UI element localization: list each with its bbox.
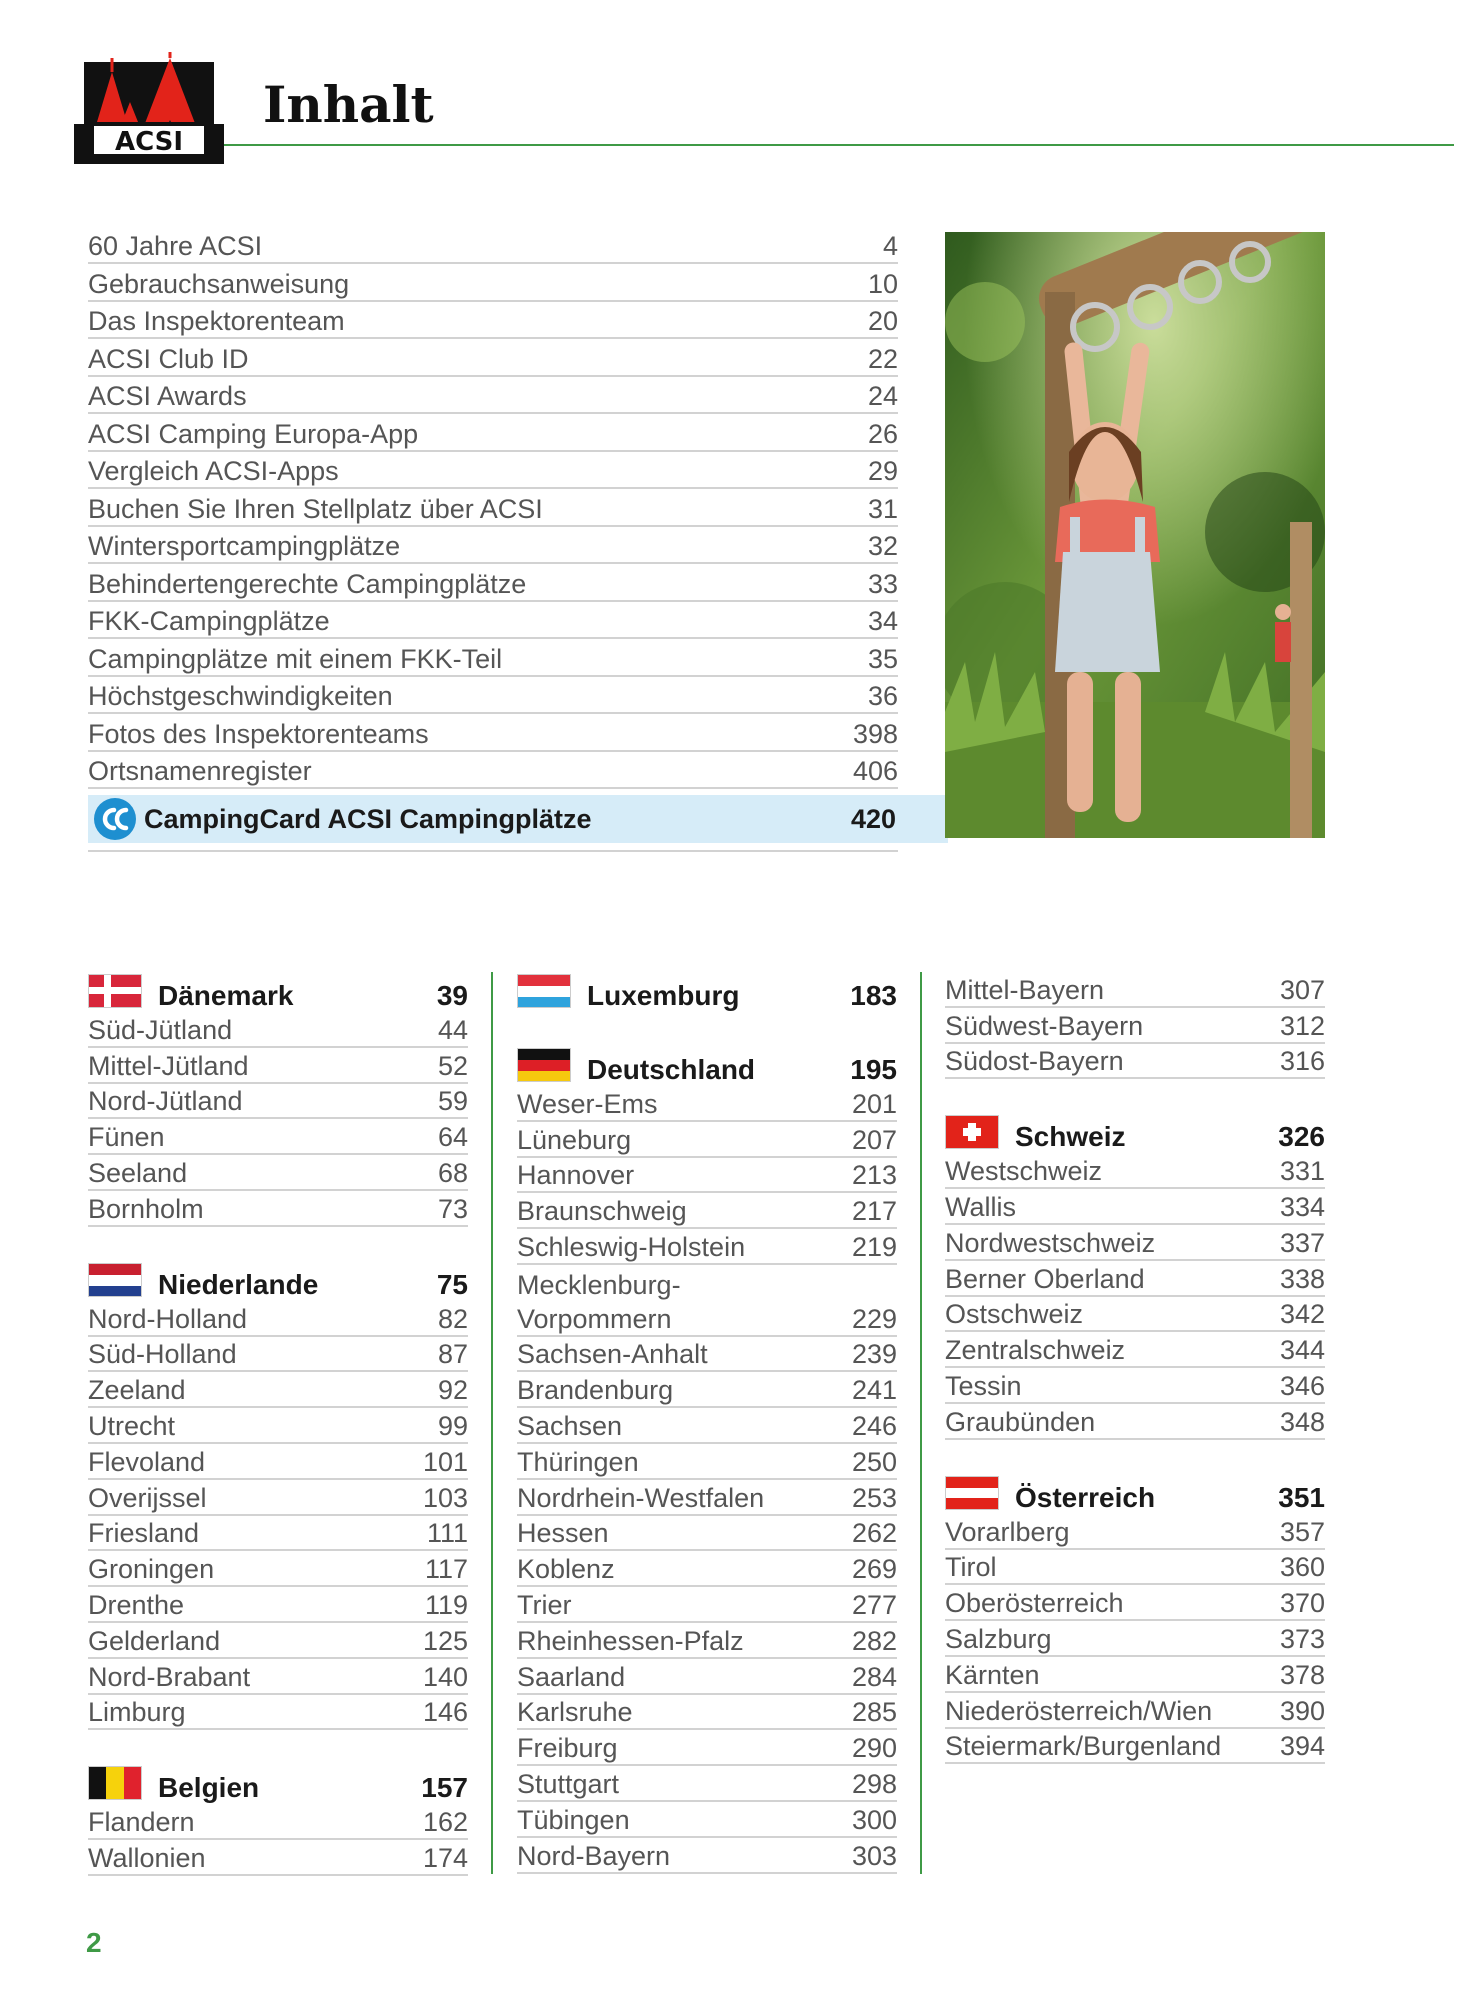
campingcard-row[interactable] xyxy=(88,795,948,843)
region-row[interactable] xyxy=(517,1337,897,1373)
region-row[interactable] xyxy=(88,1551,468,1587)
campingcard-page: 420 xyxy=(850,803,896,834)
region-label: Tessin xyxy=(945,1370,1022,1401)
acsi-logo xyxy=(74,52,224,180)
region-row[interactable] xyxy=(88,1048,468,1084)
region-page: 334 xyxy=(1279,1191,1325,1222)
region-label: Trier xyxy=(517,1589,572,1620)
region-label: Freiburg xyxy=(517,1733,618,1764)
country-section xyxy=(88,1764,468,1876)
region-row[interactable] xyxy=(88,1119,468,1155)
region-row[interactable] xyxy=(945,1225,1325,1261)
region-page: 316 xyxy=(1279,1046,1325,1077)
region-label: Mittel-Jütland xyxy=(88,1050,249,1081)
region-row[interactable] xyxy=(88,1084,468,1120)
section-gap xyxy=(945,1440,1325,1474)
column-divider xyxy=(920,972,922,1874)
region-page: 338 xyxy=(1279,1263,1325,1294)
region-label: Tirol xyxy=(945,1552,997,1583)
region-row[interactable] xyxy=(88,1155,468,1191)
country-heading[interactable] xyxy=(88,1261,468,1301)
divider xyxy=(88,850,898,852)
region-page: 217 xyxy=(851,1196,897,1227)
page-number: 2 xyxy=(86,1927,102,1958)
flag-denmark-icon xyxy=(88,974,142,1008)
region-row[interactable] xyxy=(88,1623,468,1659)
region-label: Nordrhein-Westfalen xyxy=(517,1482,765,1513)
region-page: 44 xyxy=(437,1014,468,1045)
region-column-2 xyxy=(517,972,897,1874)
region-row[interactable] xyxy=(88,1408,468,1444)
region-page: 87 xyxy=(437,1339,468,1370)
country-section xyxy=(517,1046,897,1874)
region-page: 229 xyxy=(851,1303,897,1334)
region-page: 73 xyxy=(437,1193,468,1224)
region-label: Süd-Holland xyxy=(88,1339,237,1370)
country-heading[interactable] xyxy=(945,1474,1325,1514)
country-heading[interactable] xyxy=(88,1764,468,1804)
campingcard-label: CampingCard ACSI Campingplätze xyxy=(144,803,592,834)
toc-label: Gebrauchsanweisung xyxy=(88,268,350,299)
toc-page: 4 xyxy=(882,231,898,261)
region-column-3 xyxy=(945,972,1325,1764)
region-label: Süd-Jütland xyxy=(88,1014,233,1045)
toc-label: Buchen Sie Ihren Stellplatz über ACSI xyxy=(88,493,543,524)
region-label: Vorarlberg xyxy=(945,1516,1070,1547)
region-column-1 xyxy=(88,972,468,1876)
country-page: 75 xyxy=(436,1268,468,1300)
country-name: Österreich xyxy=(1015,1481,1156,1513)
country-name: Niederlande xyxy=(158,1268,319,1300)
region-page: 303 xyxy=(851,1840,897,1871)
toc-page: 31 xyxy=(867,493,898,524)
country-name: Schweiz xyxy=(1015,1121,1126,1153)
section-gap xyxy=(88,1730,468,1764)
region-row[interactable] xyxy=(945,1729,1325,1765)
region-page: 290 xyxy=(851,1733,897,1764)
region-row[interactable] xyxy=(88,1516,468,1552)
region-page: 82 xyxy=(437,1303,468,1334)
region-label: Nord-Holland xyxy=(88,1303,248,1334)
region-label: Drenthe xyxy=(88,1589,185,1620)
region-row[interactable] xyxy=(517,1659,897,1695)
region-row[interactable] xyxy=(517,1766,897,1802)
region-row[interactable] xyxy=(517,1516,897,1552)
toc-label: Wintersportcampingplätze xyxy=(88,531,401,561)
region-page: 52 xyxy=(437,1050,468,1081)
flag-switzerland-icon xyxy=(945,1115,999,1149)
region-label: Schleswig-Holstein xyxy=(517,1231,746,1262)
region-row[interactable] xyxy=(517,1623,897,1659)
country-section xyxy=(88,1261,468,1731)
column-divider xyxy=(491,972,493,1874)
region-row[interactable] xyxy=(517,1587,897,1623)
region-label: Zentralschweiz xyxy=(945,1335,1126,1366)
toc-row[interactable] xyxy=(88,341,898,377)
region-label: Berner Oberland xyxy=(945,1263,1145,1294)
region-page: 59 xyxy=(437,1086,468,1117)
region-label: Lüneburg xyxy=(517,1124,632,1155)
region-row[interactable] xyxy=(945,1153,1325,1189)
region-page: 64 xyxy=(437,1122,468,1153)
region-page: 357 xyxy=(1279,1516,1325,1547)
campingcard-icon xyxy=(92,797,138,841)
region-page: 119 xyxy=(424,1589,468,1620)
region-page: 101 xyxy=(422,1446,468,1477)
region-row[interactable] xyxy=(945,1261,1325,1297)
region-page: 239 xyxy=(851,1339,897,1370)
region-page: 307 xyxy=(1279,974,1325,1005)
region-row[interactable] xyxy=(88,1372,468,1408)
region-row[interactable] xyxy=(88,1804,468,1840)
region-page: 103 xyxy=(422,1482,468,1513)
region-label: Brandenburg xyxy=(517,1375,674,1406)
region-label: Graubünden xyxy=(945,1406,1096,1437)
toc-row[interactable] xyxy=(88,753,898,789)
region-row[interactable] xyxy=(945,1550,1325,1586)
region-label: Flevoland xyxy=(88,1446,206,1477)
country-page: 157 xyxy=(421,1772,468,1804)
flag-austria-icon xyxy=(945,1476,999,1510)
region-page: 253 xyxy=(851,1482,897,1513)
region-label: Oberösterreich xyxy=(945,1588,1124,1619)
region-row[interactable] xyxy=(517,1193,897,1229)
region-row[interactable] xyxy=(945,1368,1325,1404)
region-label: Bornholm xyxy=(88,1193,204,1224)
toc-row[interactable] xyxy=(88,491,898,527)
region-row[interactable] xyxy=(517,1265,897,1301)
region-page: 201 xyxy=(851,1088,897,1119)
region-page: 269 xyxy=(851,1554,897,1585)
toc-page: 29 xyxy=(867,456,898,486)
region-row[interactable] xyxy=(517,1444,897,1480)
region-row[interactable] xyxy=(945,1008,1325,1044)
region-label: Westschweiz xyxy=(945,1156,1103,1187)
region-row[interactable] xyxy=(945,1585,1325,1621)
region-row[interactable] xyxy=(517,1372,897,1408)
toc-row[interactable] xyxy=(88,641,898,677)
region-row[interactable] xyxy=(517,1158,897,1194)
region-page: 394 xyxy=(1279,1731,1325,1762)
region-label: Sachsen xyxy=(517,1410,623,1441)
toc-row[interactable] xyxy=(88,378,898,414)
region-row[interactable] xyxy=(517,1408,897,1444)
region-label: Niederösterreich/Wien xyxy=(945,1695,1213,1726)
region-label: Koblenz xyxy=(517,1554,615,1585)
region-label: Tübingen xyxy=(517,1804,630,1835)
region-label: Mecklenburg- xyxy=(517,1269,681,1300)
region-label: Wallonien xyxy=(88,1842,206,1873)
region-row[interactable] xyxy=(517,1695,897,1731)
country-heading[interactable] xyxy=(945,1113,1325,1153)
toc-page: 26 xyxy=(867,418,898,449)
toc-page: 22 xyxy=(867,343,898,374)
region-label: Rheinhessen-Pfalz xyxy=(517,1625,744,1656)
country-page: 326 xyxy=(1278,1121,1325,1153)
toc-row[interactable] xyxy=(88,303,898,339)
region-page: 360 xyxy=(1279,1552,1325,1583)
photo-girl-climbing xyxy=(945,232,1325,838)
region-page: 140 xyxy=(422,1661,468,1692)
region-page: 246 xyxy=(851,1410,897,1441)
country-name: Belgien xyxy=(158,1772,260,1804)
region-label: Fünen xyxy=(88,1122,165,1153)
region-row[interactable] xyxy=(88,1301,468,1337)
region-label: Limburg xyxy=(88,1697,186,1728)
region-label: Sachsen-Anhalt xyxy=(517,1339,708,1370)
toc-label: Behindertengerechte Campingplätze xyxy=(88,568,527,599)
toc-label: Höchstgeschwindigkeiten xyxy=(88,681,393,711)
region-page: 348 xyxy=(1279,1406,1325,1437)
toc-label: ACSI Camping Europa-App xyxy=(88,418,419,449)
region-row[interactable] xyxy=(945,1514,1325,1550)
country-name: Dänemark xyxy=(158,980,294,1011)
region-label: Overijssel xyxy=(88,1482,207,1513)
region-page: 370 xyxy=(1279,1588,1325,1619)
toc-page: 35 xyxy=(867,643,898,674)
region-row[interactable] xyxy=(945,1693,1325,1729)
region-page: 219 xyxy=(851,1231,897,1262)
country-name: Deutschland xyxy=(587,1054,756,1085)
region-label: Stuttgart xyxy=(517,1768,620,1799)
region-row[interactable] xyxy=(88,1695,468,1731)
region-row[interactable] xyxy=(88,1444,468,1480)
region-label: Vorpommern xyxy=(517,1303,672,1334)
region-row[interactable] xyxy=(517,1122,897,1158)
region-page: 146 xyxy=(422,1697,468,1728)
country-page: 39 xyxy=(436,980,468,1011)
region-page: 111 xyxy=(426,1518,468,1549)
region-label: Südwest-Bayern xyxy=(945,1010,1144,1041)
region-page: 68 xyxy=(437,1157,468,1188)
region-label: Ostschweiz xyxy=(945,1299,1084,1330)
region-row[interactable] xyxy=(517,1229,897,1265)
region-page: 285 xyxy=(851,1697,897,1728)
region-page: 378 xyxy=(1279,1659,1325,1690)
toc-page: 398 xyxy=(852,718,898,749)
region-row[interactable] xyxy=(517,1301,897,1337)
region-row[interactable] xyxy=(945,1404,1325,1440)
region-label: Nord-Brabant xyxy=(88,1661,251,1692)
toc-label: 60 Jahre ACSI xyxy=(88,231,263,261)
region-label: Kärnten xyxy=(945,1659,1040,1690)
logo-text: ACSI xyxy=(114,127,184,157)
region-row[interactable] xyxy=(88,1191,468,1227)
country-section xyxy=(945,1113,1325,1439)
country-section xyxy=(88,972,468,1227)
toc-row[interactable] xyxy=(88,716,898,752)
country-page: 183 xyxy=(850,980,897,1011)
region-page: 282 xyxy=(851,1625,897,1656)
region-row[interactable] xyxy=(517,1838,897,1874)
toc-label: Das Inspektorenteam xyxy=(88,306,345,336)
region-row[interactable] xyxy=(945,1657,1325,1693)
region-page: 174 xyxy=(422,1842,468,1873)
region-page: 162 xyxy=(422,1807,468,1838)
region-page: 300 xyxy=(851,1804,897,1835)
region-row[interactable] xyxy=(88,1480,468,1516)
region-page: 284 xyxy=(851,1661,897,1692)
toc-page: 34 xyxy=(867,606,898,636)
region-row[interactable] xyxy=(517,1551,897,1587)
flag-luxembourg-icon xyxy=(517,974,571,1008)
region-label: Nord-Bayern xyxy=(517,1840,671,1871)
region-page: 125 xyxy=(422,1625,468,1656)
flag-belgium-icon xyxy=(88,1766,142,1800)
region-label: Gelderland xyxy=(88,1625,221,1656)
region-page: 337 xyxy=(1279,1227,1325,1258)
region-label: Südost-Bayern xyxy=(945,1046,1124,1077)
page-title: Inhalt xyxy=(263,75,434,134)
region-row[interactable] xyxy=(945,1044,1325,1080)
region-page: 117 xyxy=(424,1554,468,1585)
region-row[interactable] xyxy=(88,1587,468,1623)
region-page: 250 xyxy=(851,1446,897,1477)
region-label: Nord-Jütland xyxy=(88,1086,243,1117)
toc-row[interactable] xyxy=(88,678,898,714)
region-label: Friesland xyxy=(88,1518,200,1549)
region-page: 241 xyxy=(851,1375,897,1406)
region-row[interactable] xyxy=(945,1332,1325,1368)
region-page: 373 xyxy=(1279,1623,1325,1654)
country-section xyxy=(517,972,897,1012)
toc-label: FKK-Campingplätze xyxy=(88,606,330,636)
country-heading[interactable] xyxy=(88,972,468,1012)
toc-label: ACSI Club ID xyxy=(88,343,249,374)
country-heading[interactable] xyxy=(517,972,897,1012)
region-label: Braunschweig xyxy=(517,1196,687,1227)
toc-page: 32 xyxy=(867,531,898,561)
region-label: Utrecht xyxy=(88,1410,176,1441)
section-gap xyxy=(517,1012,897,1046)
region-page: 390 xyxy=(1279,1695,1325,1726)
region-label: Karlsruhe xyxy=(517,1697,633,1728)
region-row[interactable] xyxy=(945,1297,1325,1333)
region-page: 331 xyxy=(1279,1156,1325,1187)
region-page: 298 xyxy=(851,1768,897,1799)
region-row[interactable] xyxy=(517,1802,897,1838)
region-label: Flandern xyxy=(88,1807,195,1838)
region-row[interactable] xyxy=(945,972,1325,1008)
toc-row[interactable] xyxy=(88,266,898,302)
region-page: 312 xyxy=(1279,1010,1325,1041)
toc-page: 24 xyxy=(867,381,898,411)
toc-row[interactable] xyxy=(88,228,898,264)
flag-germany-icon xyxy=(517,1048,571,1082)
region-row[interactable] xyxy=(945,1189,1325,1225)
toc-label: Campingplätze mit einem FKK-Teil xyxy=(88,643,503,674)
region-label: Groningen xyxy=(88,1554,215,1585)
region-row[interactable] xyxy=(517,1730,897,1766)
country-page: 195 xyxy=(850,1054,897,1085)
region-row[interactable] xyxy=(945,1621,1325,1657)
region-row[interactable] xyxy=(517,1086,897,1122)
flag-netherlands-icon xyxy=(88,1263,142,1297)
toc-row[interactable] xyxy=(88,528,898,564)
region-page: 344 xyxy=(1279,1335,1325,1366)
toc-row[interactable] xyxy=(88,603,898,639)
region-page: 213 xyxy=(851,1160,897,1191)
region-label: Steiermark/Burgenland xyxy=(945,1731,1222,1762)
toc-page: 33 xyxy=(867,568,898,599)
region-page: 346 xyxy=(1279,1370,1325,1401)
toc-page: 36 xyxy=(867,681,898,711)
country-name: Luxemburg xyxy=(587,980,740,1011)
region-label: Salzburg xyxy=(945,1623,1052,1654)
toc-page: 406 xyxy=(852,756,898,786)
region-page: 99 xyxy=(437,1410,468,1441)
section-gap xyxy=(88,1227,468,1261)
region-row[interactable] xyxy=(88,1012,468,1048)
region-row[interactable] xyxy=(88,1840,468,1876)
country-page: 351 xyxy=(1278,1481,1325,1513)
region-page: 342 xyxy=(1279,1299,1325,1330)
region-row[interactable] xyxy=(517,1480,897,1516)
toc-page: 10 xyxy=(867,268,898,299)
title-divider xyxy=(224,144,1454,146)
toc-row[interactable] xyxy=(88,453,898,489)
region-label: Nordwestschweiz xyxy=(945,1227,1156,1258)
region-page: 92 xyxy=(437,1375,468,1406)
region-page: 277 xyxy=(851,1589,897,1620)
toc-label: Fotos des Inspektorenteams xyxy=(88,718,429,749)
toc-row[interactable] xyxy=(88,416,898,452)
table-of-contents xyxy=(88,228,898,791)
toc-label: ACSI Awards xyxy=(88,381,247,411)
region-page: 207 xyxy=(851,1124,897,1155)
country-heading[interactable] xyxy=(517,1046,897,1086)
region-label: Weser-Ems xyxy=(517,1088,658,1119)
region-label: Seeland xyxy=(88,1157,188,1188)
region-label: Zeeland xyxy=(88,1375,186,1406)
region-label: Thüringen xyxy=(517,1446,639,1477)
region-label: Mittel-Bayern xyxy=(945,974,1105,1005)
toc-page: 20 xyxy=(867,306,898,336)
toc-label: Ortsnamenregister xyxy=(88,756,312,786)
toc-label: Vergleich ACSI-Apps xyxy=(88,456,339,486)
section-gap xyxy=(945,1079,1325,1113)
country-section xyxy=(945,972,1325,1079)
toc-row[interactable] xyxy=(88,566,898,602)
region-label: Saarland xyxy=(517,1661,626,1692)
region-page: 262 xyxy=(851,1518,897,1549)
region-row[interactable] xyxy=(88,1337,468,1373)
country-section xyxy=(945,1474,1325,1765)
region-row[interactable] xyxy=(88,1659,468,1695)
region-label: Hessen xyxy=(517,1518,609,1549)
region-label: Wallis xyxy=(945,1191,1016,1222)
region-label: Hannover xyxy=(517,1160,635,1191)
